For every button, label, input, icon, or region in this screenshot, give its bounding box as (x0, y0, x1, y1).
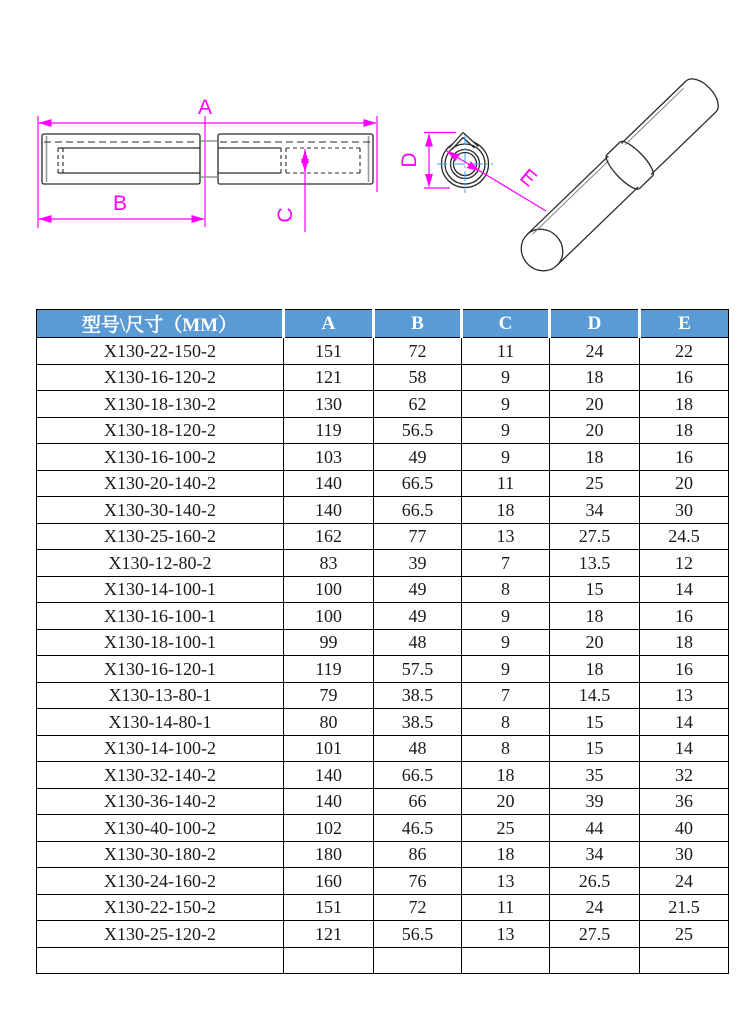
table-row (37, 497, 729, 524)
cell-b: 48 (374, 629, 462, 656)
col-header-model: 型号\尺寸（MM） (37, 310, 284, 338)
cell-a: 180 (284, 841, 374, 868)
cell-e: 30 (640, 497, 729, 524)
cell-a: 140 (284, 762, 374, 789)
cell-e: 16 (640, 603, 729, 630)
cell-a: 121 (284, 921, 374, 948)
cell-model: X130-22-150-2 (37, 894, 284, 921)
cell-a: 100 (284, 603, 374, 630)
cell-model: X130-20-140-2 (37, 470, 284, 497)
cell-c: 8 (462, 735, 550, 762)
cell-d: 25 (550, 470, 640, 497)
cell-model: X130-16-120-2 (37, 364, 284, 391)
cell-d: 39 (550, 788, 640, 815)
cell-model: X130-13-80-1 (37, 682, 284, 709)
table-row (37, 550, 729, 577)
cell-e: 14 (640, 735, 729, 762)
cell-model: X130-16-100-2 (37, 444, 284, 471)
cell-a: 151 (284, 894, 374, 921)
cell-model: X130-14-80-1 (37, 709, 284, 736)
cell-b: 66 (374, 788, 462, 815)
cell-model: X130-22-150-2 (37, 338, 284, 365)
table-row (37, 815, 729, 842)
col-header-a: A (284, 310, 374, 338)
cell-e: 18 (640, 391, 729, 418)
cell-b: 86 (374, 841, 462, 868)
cell-c: 13 (462, 523, 550, 550)
cell-e: 16 (640, 656, 729, 683)
cell-b: 56.5 (374, 921, 462, 948)
cell-c (462, 947, 550, 974)
cell-d: 34 (550, 841, 640, 868)
cell-e: 21.5 (640, 894, 729, 921)
side-view (38, 96, 377, 232)
cell-b: 72 (374, 338, 462, 365)
col-header-d: D (550, 310, 640, 338)
table-row (37, 894, 729, 921)
cell-d: 18 (550, 656, 640, 683)
cell-e: 18 (640, 629, 729, 656)
cell-b: 58 (374, 364, 462, 391)
cell-b: 39 (374, 550, 462, 577)
cell-b: 38.5 (374, 709, 462, 736)
cell-model: X130-30-180-2 (37, 841, 284, 868)
table-row (37, 709, 729, 736)
cell-d: 20 (550, 417, 640, 444)
cell-model: X130-14-100-2 (37, 735, 284, 762)
cell-a: 162 (284, 523, 374, 550)
cell-c: 18 (462, 497, 550, 524)
cell-e: 22 (640, 338, 729, 365)
cell-a: 80 (284, 709, 374, 736)
cell-model: X130-32-140-2 (37, 762, 284, 789)
cell-e: 36 (640, 788, 729, 815)
table-row (37, 576, 729, 603)
cell-a: 103 (284, 444, 374, 471)
cell-model: X130-16-100-1 (37, 603, 284, 630)
table-row (37, 788, 729, 815)
cell-c: 8 (462, 709, 550, 736)
cell-e: 14 (640, 709, 729, 736)
cell-a: 140 (284, 497, 374, 524)
cell-e: 32 (640, 762, 729, 789)
cell-c: 8 (462, 576, 550, 603)
cell-model: X130-40-100-2 (37, 815, 284, 842)
cell-a: 99 (284, 629, 374, 656)
cell-e: 14 (640, 576, 729, 603)
cell-model: X130-25-160-2 (37, 523, 284, 550)
cell-b: 77 (374, 523, 462, 550)
cell-b (374, 947, 462, 974)
table-row (37, 735, 729, 762)
table-row (37, 364, 729, 391)
cell-c: 9 (462, 629, 550, 656)
cell-model: X130-24-160-2 (37, 868, 284, 895)
table-row (37, 629, 729, 656)
cell-d: 18 (550, 364, 640, 391)
table-row (37, 391, 729, 418)
cell-c: 13 (462, 921, 550, 948)
cell-model (37, 947, 284, 974)
cell-d (550, 947, 640, 974)
cell-c: 20 (462, 788, 550, 815)
technical-drawing (0, 0, 750, 300)
cell-c: 9 (462, 391, 550, 418)
cell-b: 56.5 (374, 417, 462, 444)
cell-b: 76 (374, 868, 462, 895)
cell-a: 101 (284, 735, 374, 762)
cell-model: X130-30-140-2 (37, 497, 284, 524)
cell-b: 49 (374, 603, 462, 630)
cell-d: 44 (550, 815, 640, 842)
isometric-view (511, 71, 726, 281)
table-row (37, 470, 729, 497)
table-row (37, 417, 729, 444)
cell-d: 15 (550, 576, 640, 603)
cell-c: 7 (462, 682, 550, 709)
cell-a (284, 947, 374, 974)
cell-model: X130-18-100-1 (37, 629, 284, 656)
cell-model: X130-18-120-2 (37, 417, 284, 444)
cell-c: 7 (462, 550, 550, 577)
cell-model: X130-36-140-2 (37, 788, 284, 815)
cell-c: 11 (462, 470, 550, 497)
cell-e: 30 (640, 841, 729, 868)
cell-b: 38.5 (374, 682, 462, 709)
cell-c: 11 (462, 894, 550, 921)
cell-d: 34 (550, 497, 640, 524)
cell-e: 16 (640, 364, 729, 391)
cell-a: 100 (284, 576, 374, 603)
cell-e: 25 (640, 921, 729, 948)
table-row (37, 338, 729, 365)
cell-d: 27.5 (550, 523, 640, 550)
cell-b: 49 (374, 576, 462, 603)
cell-d: 26.5 (550, 868, 640, 895)
cell-model: X130-12-80-2 (37, 550, 284, 577)
cell-c: 25 (462, 815, 550, 842)
dimension-table (36, 309, 729, 974)
cell-a: 83 (284, 550, 374, 577)
table-row (37, 947, 729, 974)
cell-d: 35 (550, 762, 640, 789)
header-row (37, 310, 729, 338)
table-row (37, 682, 729, 709)
cell-a: 121 (284, 364, 374, 391)
cell-c: 9 (462, 364, 550, 391)
cell-b: 57.5 (374, 656, 462, 683)
cell-a: 151 (284, 338, 374, 365)
cell-model: X130-14-100-1 (37, 576, 284, 603)
table-row (37, 841, 729, 868)
cell-b: 66.5 (374, 762, 462, 789)
cell-d: 18 (550, 603, 640, 630)
cell-e: 13 (640, 682, 729, 709)
col-header-b: B (374, 310, 462, 338)
cell-e: 16 (640, 444, 729, 471)
dim-label-c: C (274, 207, 297, 223)
cell-b: 46.5 (374, 815, 462, 842)
cell-a: 119 (284, 417, 374, 444)
cell-b: 48 (374, 735, 462, 762)
cell-b: 72 (374, 894, 462, 921)
cell-c: 9 (462, 656, 550, 683)
cell-a: 102 (284, 815, 374, 842)
cell-d: 14.5 (550, 682, 640, 709)
cell-e: 40 (640, 815, 729, 842)
cell-d: 18 (550, 444, 640, 471)
cell-c: 11 (462, 338, 550, 365)
cell-d: 24 (550, 338, 640, 365)
cell-d: 20 (550, 391, 640, 418)
cell-b: 66.5 (374, 470, 462, 497)
table-row (37, 921, 729, 948)
cell-e: 24.5 (640, 523, 729, 550)
table-row (37, 603, 729, 630)
cell-a: 119 (284, 656, 374, 683)
cell-e: 18 (640, 417, 729, 444)
cell-b: 66.5 (374, 497, 462, 524)
cell-c: 18 (462, 762, 550, 789)
table-row (37, 762, 729, 789)
cell-a: 140 (284, 788, 374, 815)
table-row (37, 656, 729, 683)
dim-label-b: B (112, 192, 128, 215)
cell-d: 24 (550, 894, 640, 921)
table-row (37, 868, 729, 895)
cell-c: 9 (462, 444, 550, 471)
cell-model: X130-18-130-2 (37, 391, 284, 418)
cell-model: X130-16-120-1 (37, 656, 284, 683)
dim-label-e: E (515, 164, 541, 192)
cell-d: 13.5 (550, 550, 640, 577)
cell-c: 9 (462, 603, 550, 630)
cell-model: X130-25-120-2 (37, 921, 284, 948)
table-row (37, 444, 729, 471)
col-header-c: C (462, 310, 550, 338)
cell-e: 24 (640, 868, 729, 895)
cell-a: 130 (284, 391, 374, 418)
cell-d: 27.5 (550, 921, 640, 948)
col-header-e: E (640, 310, 729, 338)
cell-e: 20 (640, 470, 729, 497)
cell-c: 9 (462, 417, 550, 444)
cell-d: 15 (550, 735, 640, 762)
cell-c: 13 (462, 868, 550, 895)
dim-label-a: A (197, 96, 213, 119)
cell-d: 15 (550, 709, 640, 736)
end-view (398, 133, 546, 212)
cell-d: 20 (550, 629, 640, 656)
cell-c: 18 (462, 841, 550, 868)
dim-label-d: D (398, 152, 421, 168)
cell-e (640, 947, 729, 974)
cell-e: 12 (640, 550, 729, 577)
cell-a: 140 (284, 470, 374, 497)
cell-a: 160 (284, 868, 374, 895)
cell-b: 49 (374, 444, 462, 471)
table-row (37, 523, 729, 550)
cell-a: 79 (284, 682, 374, 709)
cell-b: 62 (374, 391, 462, 418)
